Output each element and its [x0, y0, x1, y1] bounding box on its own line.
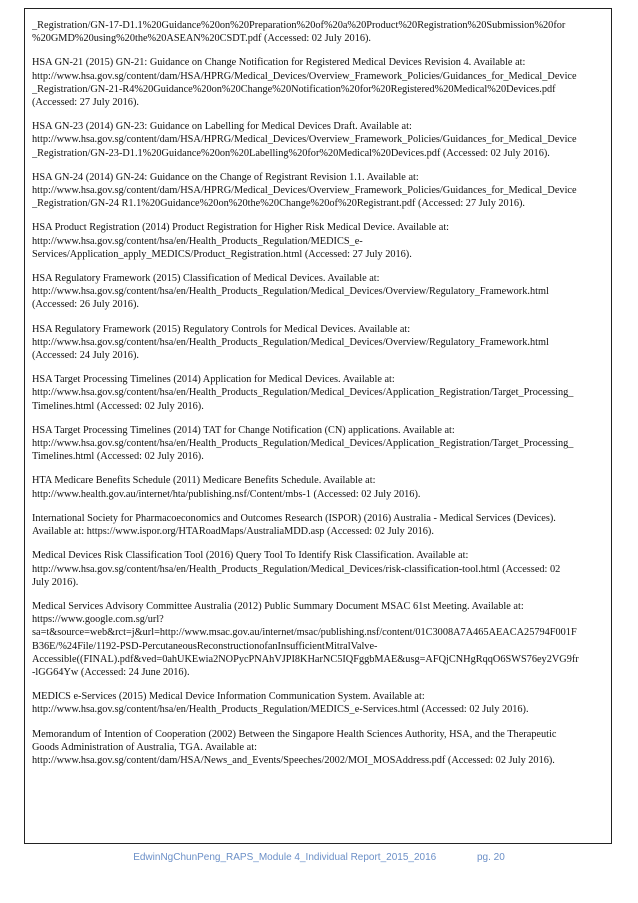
reference-line: http://www.hsa.gov.sg/content/dam/HSA/HPRG/Medical_Devices/Overview_Framework_Policies/Guidances_for_Medical_Device — [32, 185, 577, 197]
reference-line: Services/Application_apply_MEDICS/Product_Registration.html (Accessed: 27 July 2016). — [32, 248, 412, 260]
reference-entry — [32, 56, 604, 109]
reference-line: HSA Regulatory Framework (2015) Regulatory Controls for Medical Devices. Available at: — [32, 323, 411, 335]
reference-line: HSA Target Processing Timelines (2014) Application for Medical Devices. Available at: — [32, 374, 395, 386]
reference-line: http://www.hsa.gov.sg/content/hsa/en/Health_Products_Regulation/Medical_Devices/Overview/Regulatory_Framework.html — [32, 286, 549, 298]
reference-line: Medical Services Advisory Committee Australia (2012) Public Summary Document MSAC 61st Meeting. Available at: — [32, 600, 524, 612]
reference-line: MEDICS e-Services (2015) Medical Device Information Communication System. Available at: — [32, 691, 425, 703]
reference-entry — [32, 600, 604, 679]
reference-entry — [32, 690, 604, 716]
reference-line: https://www.google.com.sg/url? — [32, 614, 164, 626]
reference-line: _Registration/GN-21-R4%20Guidance%20on%20Change%20Notification%20for%20Registered%20Medical%20Devices.pdf — [32, 83, 556, 95]
reference-line: sa=t&source=web&rct=j&url=http://www.msac.gov.au/internet/msac/publishing.nsf/content/01C3008A7A465AEACA25794F001F — [32, 627, 577, 639]
reference-entry — [32, 323, 604, 363]
reference-line: Memorandum of Intention of Cooperation (2002) Between the Singapore Health Sciences Authority, HSA, and the Therapeutic — [32, 728, 557, 740]
reference-entry — [32, 424, 604, 464]
reference-line: Medical Devices Risk Classification Tool (2016) Query Tool To Identify Risk Classification. Available at: — [32, 550, 469, 562]
reference-entry — [32, 19, 604, 45]
reference-line: HSA Product Registration (2014) Product Registration for Higher Risk Medical Device. Available at: — [32, 222, 450, 234]
reference-line: Goods Administration of Australia, TGA. Available at: — [32, 741, 257, 753]
reference-line: Timelines.html (Accessed: 02 July 2016). — [32, 451, 204, 463]
reference-line: HTA Medicare Benefits Schedule (2011) Medicare Benefits Schedule. Available at: — [32, 475, 376, 487]
reference-entry — [32, 474, 604, 500]
reference-line: July 2016). — [32, 576, 79, 588]
reference-entry — [32, 272, 604, 312]
reference-line: B36E/%24File/1192-PSD-PercutaneousReconstructionofanInsufficientMitralValve- — [32, 640, 378, 652]
page-number: pg. 20 — [476, 852, 505, 863]
reference-line: _Registration/GN-17-D1.1%20Guidance%20on%20Preparation%20of%20a%20Product%20Registration%20Submission%20for — [32, 20, 566, 31]
reference-line: (Accessed: 24 July 2016). — [32, 350, 139, 362]
reference-line: HSA Target Processing Timelines (2014) TAT for Change Notification (CN) applications. Available at: — [32, 424, 455, 436]
reference-line: (Accessed: 26 July 2016). — [32, 299, 139, 311]
reference-line: _Registration/GN-23-D1.1%20Guidance%20on%20Labelling%20for%20Medical%20Devices.pdf (Accessed: 02 July 2016). — [32, 147, 550, 159]
reference-line: HSA Regulatory Framework (2015) Classification of Medical Devices. Available at: — [32, 273, 380, 285]
reference-line: Accessible((FINAL).pdf&ved=0ahUKEwia2NOPycPNAhVJPI8KHarNC5IQFggbMAE&usg=AFQjCNHgRqqO6SWS76ey2VG9fr — [32, 653, 579, 665]
reference-entry — [32, 549, 604, 589]
reference-line: http://www.hsa.gov.sg/content/hsa/en/Health_Products_Regulation/Medical_Devices/risk-classification-tool.html (Accessed: 02 — [32, 563, 561, 575]
reference-line: HSA GN-23 (2014) GN-23: Guidance on Labelling for Medical Devices Draft. Available at: — [32, 121, 412, 133]
reference-entry — [32, 221, 604, 261]
reference-line: %20GMD%20using%20the%20ASEAN%20CSDT.pdf (Accessed: 02 July 2016). — [32, 33, 371, 45]
reference-line: _Registration/GN-24 R1.1%20Guidance%20on%20the%20Change%20of%20Registrant.pdf (Accessed: 27 July 2016). — [32, 198, 526, 210]
reference-list — [32, 20, 604, 778]
reference-line: -lGG64Yw (Accessed: 24 June 2016). — [32, 666, 190, 678]
reference-entry — [32, 512, 604, 538]
reference-line: http://www.hsa.gov.sg/content/dam/HSA/News_and_Events/Speeches/2002/MOI_MOSAddress.pdf (Accessed: 02 July 2016). — [32, 754, 555, 766]
reference-line: Available at: https://www.ispor.org/HTARoadMaps/AustraliaMDD.asp (Accessed: 02 July 2016). — [32, 526, 434, 538]
reference-entry — [32, 728, 604, 768]
reference-line: HSA GN-24 (2014) GN-24: Guidance on the Change of Registrant Revision 1.1. Available at: — [32, 171, 419, 183]
reference-line: (Accessed: 27 July 2016). — [32, 97, 139, 109]
reference-line: Timelines.html (Accessed: 02 July 2016). — [32, 400, 204, 412]
reference-line: http://www.hsa.gov.sg/content/hsa/en/Health_Products_Regulation/Medical_Devices/Overview/Regulatory_Framework.html — [32, 336, 549, 348]
footer-text: EdwinNgChunPeng_RAPS_Module 4_Individual Report_2015_2016 — [133, 852, 437, 863]
reference-entry — [32, 171, 604, 211]
reference-entry — [32, 373, 604, 413]
reference-line: http://www.health.gov.au/internet/hta/publishing.nsf/Content/mbs-1 (Accessed: 02 July 2016). — [32, 488, 421, 500]
reference-line: http://www.hsa.gov.sg/content/hsa/en/Health_Products_Regulation/MEDICS_e-Services.html (Accessed: 02 July 2016). — [32, 704, 529, 716]
reference-line: http://www.hsa.gov.sg/content/dam/HSA/HPRG/Medical_Devices/Overview_Framework_Policies/Guidances_for_Medical_Device — [32, 70, 577, 82]
reference-entry — [32, 120, 604, 160]
reference-line: http://www.hsa.gov.sg/content/hsa/en/Health_Products_Regulation/MEDICS_e- — [32, 235, 363, 247]
reference-line: http://www.hsa.gov.sg/content/hsa/en/Health_Products_Regulation/Medical_Devices/Application_Registration/Target_Processing_ — [32, 387, 574, 399]
reference-line: http://www.hsa.gov.sg/content/dam/HSA/HPRG/Medical_Devices/Overview_Framework_Policies/Guidances_for_Medical_Device — [32, 134, 577, 146]
reference-line: http://www.hsa.gov.sg/content/hsa/en/Health_Products_Regulation/Medical_Devices/Application_Registration/Target_Processing_ — [32, 438, 574, 450]
page-footer — [0, 852, 638, 863]
reference-line: HSA GN-21 (2015) GN-21: Guidance on Change Notification for Registered Medical Devices Revision 4. Available at: — [32, 57, 526, 69]
reference-line: International Society for Pharmacoeconomics and Outcomes Research (ISPOR) (2016) Australia - Medical Services (Devices). — [32, 512, 556, 524]
